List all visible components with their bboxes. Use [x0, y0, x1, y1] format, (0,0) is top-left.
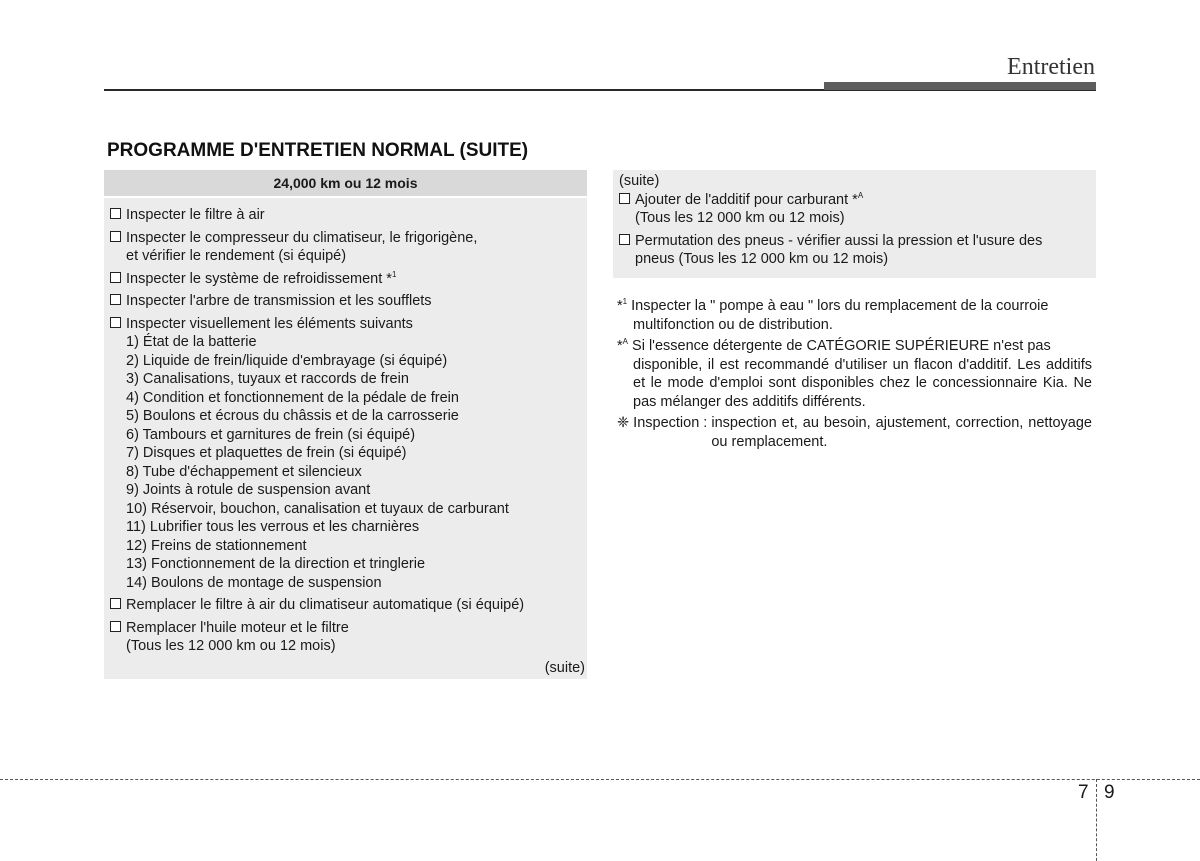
- sub-item: 13) Fonctionnement de la direction et tringlerie: [126, 556, 426, 572]
- footnote-mark: *: [617, 338, 623, 354]
- checkbox-icon: [619, 234, 630, 245]
- footer-divider: [1096, 779, 1097, 861]
- footnote-marker: 1: [391, 269, 397, 279]
- checkbox-icon: [110, 317, 121, 328]
- checkbox-icon: [110, 621, 121, 632]
- chapter-title: Entretien: [1007, 54, 1095, 80]
- chapter-number: 7: [1078, 782, 1089, 803]
- footnote-marker: A: [622, 337, 628, 346]
- item-text: (Tous les 12 000 km ou 12 mois): [635, 210, 845, 226]
- interval-heading: 24,000 km ou 12 mois: [104, 170, 587, 198]
- sub-item: 6) Tambours et garnitures de frein (si équipé): [126, 426, 416, 443]
- list-item: [110, 229, 581, 266]
- footnote-text: disponible, il est recommandé d'utiliser un flacon d'additif. Les additifs et le mode d'emploi sont disponibles chez le concessionnaire Kia. Ne pas mélanger des additifs différents.: [633, 356, 1092, 410]
- sub-item: 7) Disques et plaquettes de frein (si équipé): [126, 445, 407, 461]
- item-text: Inspecter le système de refroidissement *: [126, 270, 392, 287]
- item-text: Ajouter de l'additif pour carburant *: [635, 191, 858, 208]
- sub-item: 14) Boulons de montage de suspension: [126, 574, 382, 591]
- footnotes: [617, 297, 1092, 454]
- checkbox-icon: [110, 294, 121, 305]
- sub-item: 10) Réservoir, bouchon, canalisation et tuyaux de carburant: [126, 500, 509, 517]
- sub-item: 8) Tube d'échappement et silencieux: [126, 463, 362, 480]
- maintenance-panel-right: [613, 170, 1096, 278]
- footnote-text: Si l'essence détergente de CATÉGORIE SUPÉRIEURE n'est pas: [628, 338, 1051, 354]
- maintenance-panel-left: [104, 170, 587, 679]
- continued-label: (suite): [544, 660, 585, 676]
- maintenance-list: [104, 198, 587, 656]
- inspection-text: inspection et, au besoin, ajustement, correction, nettoyage ou remplacement.: [711, 415, 1092, 450]
- footnote-text: Inspecter la " pompe à eau " lors du remplacement de la courroie: [627, 298, 1049, 314]
- footer-rule: [0, 779, 1200, 780]
- section-title: PROGRAMME D'ENTRETIEN NORMAL (SUITE): [107, 140, 529, 161]
- item-text: Permutation des pneus - vérifier aussi la pression et l'usure des: [635, 232, 1043, 249]
- list-item: [110, 619, 581, 656]
- sub-item: 11) Lubrifier tous les verrous et les charnières: [126, 519, 420, 535]
- item-text: Inspecter l'arbre de transmission et les soufflets: [126, 293, 432, 309]
- sub-item: 9) Joints à rotule de suspension avant: [126, 482, 371, 498]
- inspection-label: ❈ Inspection :: [617, 415, 708, 431]
- list-item: [110, 270, 581, 289]
- inspection-definition: [617, 414, 1092, 451]
- footnote-marker: 1: [622, 297, 628, 306]
- item-text: pneus (Tous les 12 000 km ou 12 mois): [635, 251, 889, 267]
- footnote-mark: *: [617, 298, 623, 314]
- footnote-a: [617, 337, 1092, 411]
- checkbox-icon: [619, 193, 630, 204]
- header-rule-accent: [824, 82, 1096, 90]
- checkbox-icon: [110, 231, 121, 242]
- checkbox-icon: [110, 208, 121, 219]
- list-item: [619, 191, 1090, 228]
- footnote-marker: A: [857, 190, 864, 200]
- continued-label: (suite): [619, 173, 660, 189]
- list-item: [110, 315, 581, 593]
- list-item: [110, 292, 581, 311]
- list-item: [110, 206, 581, 225]
- item-text: Remplacer le filtre à air du climatiseur automatique (si équipé): [126, 597, 525, 613]
- item-text: (Tous les 12 000 km ou 12 mois): [126, 638, 336, 654]
- list-item: [110, 596, 581, 615]
- checkbox-icon: [110, 272, 121, 283]
- checkbox-icon: [110, 598, 121, 609]
- item-text: Remplacer l'huile moteur et le filtre: [126, 619, 349, 636]
- item-text: Inspecter le compresseur du climatiseur, le frigorigène,: [126, 229, 478, 246]
- list-item: [619, 232, 1090, 269]
- sub-item: 5) Boulons et écrous du châssis et de la carrosserie: [126, 408, 459, 424]
- item-text: Inspecter le filtre à air: [126, 207, 265, 223]
- item-text: Inspecter visuellement les éléments suivants: [126, 315, 413, 332]
- sub-item: 3) Canalisations, tuyaux et raccords de frein: [126, 371, 409, 387]
- footnote-1: [617, 297, 1092, 334]
- sub-item: 12) Freins de stationnement: [126, 537, 307, 554]
- sub-item: 1) État de la batterie: [126, 334, 257, 350]
- item-text: et vérifier le rendement (si équipé): [126, 248, 347, 264]
- sub-item: 2) Liquide de frein/liquide d'embrayage (si équipé): [126, 352, 448, 369]
- page-number: 9: [1104, 782, 1115, 803]
- footnote-text: multifonction ou de distribution.: [633, 316, 833, 333]
- sub-item: 4) Condition et fonctionnement de la pédale de frein: [126, 389, 459, 406]
